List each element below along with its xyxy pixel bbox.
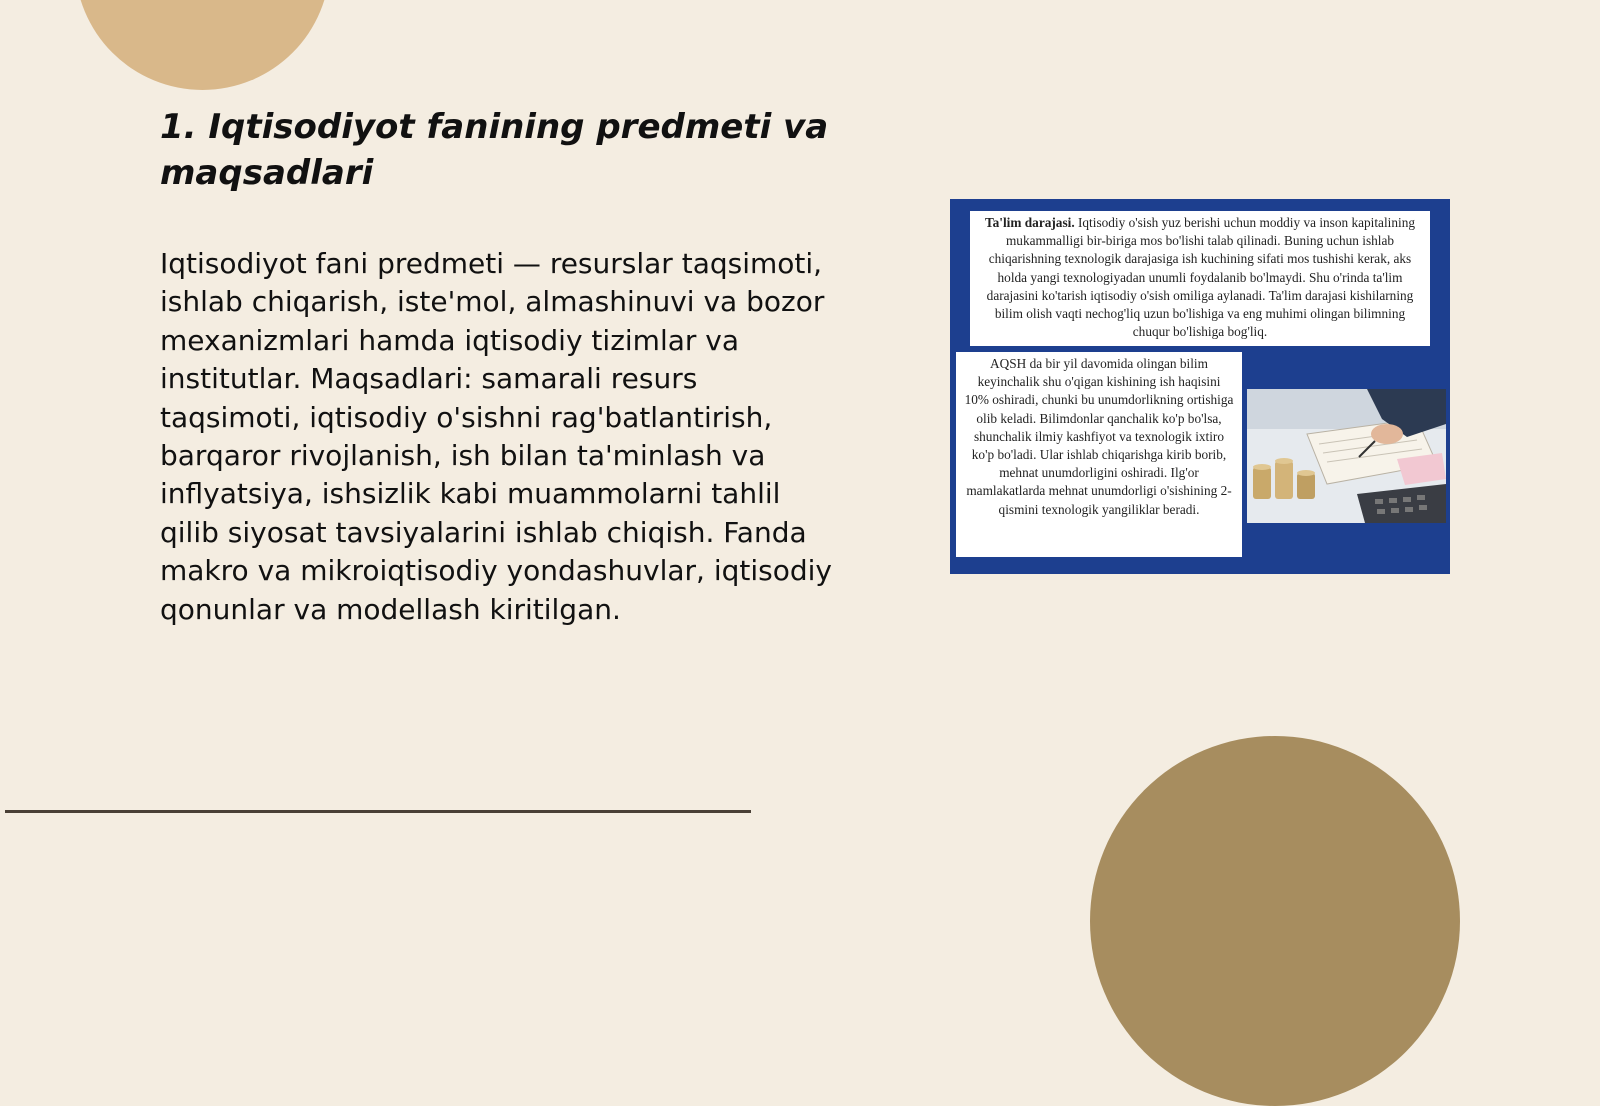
slide-title: 1. Iqtisodiyot fanining predmeti va maqsadlari: [160, 107, 829, 193]
figure-left-text: AQSH da bir yil davomida olingan bilim keyinchalik shu o'qigan kishining ish haqisini 10% oshiradi, chunki bu unumdorlikning ortishiga olib keladi. Bilimdonlar qanchalik ko'p bo'lsa, shunchalik ilmiy kashfiyot va texnologik ixtiro ko'p bo'ladi. Ular ishlab chiqarishga kirib borib, mehnat unumdorligini oshiradi. Ilg'or mamlakatlarda mehnat unumdorligi o'sishining 2- qismini texnologik yangiliklar beradi.: [964, 356, 1234, 517]
textbook-figure: [950, 199, 1450, 574]
divider-line: [5, 810, 751, 813]
figure-top-heading: Ta'lim darajasi.: [985, 215, 1075, 230]
decorative-circle-top: [75, 0, 330, 90]
figure-left-text-box: [956, 352, 1242, 557]
decorative-circle-bottom: [1090, 736, 1460, 1106]
finance-photo-illustration: [1247, 389, 1446, 523]
figure-top-text-box: [970, 211, 1430, 346]
slide-body-text: Iqtisodiyot fani predmeti — resurslar taqsimoti, ishlab chiqarish, iste'mol, almashinuvi va bozor mexanizmlari hamda iqtisodiy tizimlar va institutlar. Maqsadlari: samarali resurs taqsimoti, iqtisodiy o'sishni rag'batlantirish, barqaror rivojlanish, ish bilan ta'minlash va inflyatsiya, ishsizlik kabi muammolarni tahlil qilib siyosat tavsiyalarini ishlab chiqish. Fanda makro va mikroiqtisodiy yondashuvlar, iqtisodiy qonunlar va modellash kiritilgan.: [160, 247, 832, 626]
figure-photo: [1247, 389, 1446, 523]
figure-top-text: Iqtisodiy o'sish yuz berishi uchun moddiy va inson kapitalining mukammalligi bir-biriga mos bo'lishi talab qilinadi. Buning uchun ishlab chiqarishning texnologik darajasiga ish kuchining sifati mos tushishi kerak, aks holda yangi texnologiyadan unumli foydalanib bo'lmaydi. Shu o'rinda ta'lim darajasini ko'tarish iqtisodiy o'sish omiliga aylanadi. Ta'lim darajasi kishilarning bilim olish vaqti nechog'liq uzun bo'lishiga va eng muhimi olingan bilimning chuqur bo'lishiga bog'liq.: [986, 215, 1415, 340]
